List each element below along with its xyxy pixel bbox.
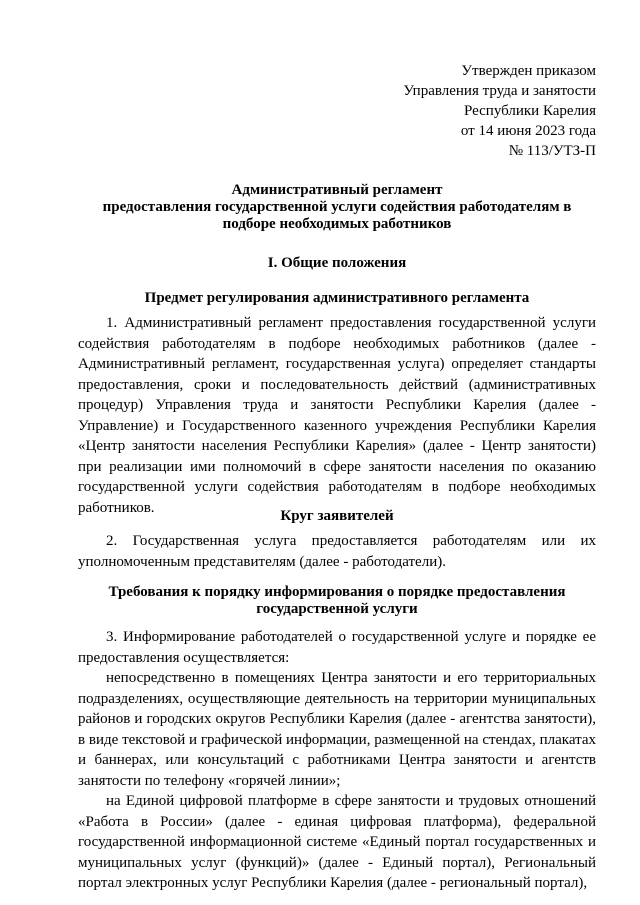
paragraph: на Единой цифровой платформе в сфере занятости и трудовых отношений «Работа в России» (далее - единая цифровая платформа), федеральной государственной информационной системе «Единый портал государственных и муниципальных услуг (функций)» (далее - Единый портал), Региональный портал электронных услуг Республики Карелия (далее - региональный портал), (78, 793, 596, 891)
approval-number: № 113/УТЗ-П (508, 143, 596, 159)
paragraph: непосредственно в помещениях Центра занятости и его территориальных подразделениях, осуществляющие деятельность на территории муниципальных районов и городских округов Республики Карелия (далее - агентства занятости), в виде текстовой и графической информации, размещенной на стендах, плакатах и баннерах, или консультаций с работниками Центра занятости и агентств занятости по телефону «горячей линии»; (78, 670, 596, 789)
approval-date: от 14 июня 2023 года (460, 123, 596, 139)
subsection-heading (78, 584, 596, 618)
paragraph: 3. Информирование работодателей о государственной услуге и порядке ее предоставления осуществляется: (78, 629, 596, 666)
approval-line: Утвержден приказом (461, 63, 596, 79)
approval-line: Управления труда и занятости (403, 83, 596, 99)
paragraph: 2. Государственная услуга предоставляется работодателям или их уполномоченным представителям (далее - работодатели). (78, 533, 596, 570)
title-line: Административный регламент (231, 182, 443, 198)
title-line: предоставления государственной услуги содействия работодателям в (102, 199, 572, 215)
subsection-heading: Предмет регулирования административного регламента (144, 290, 530, 306)
section-heading: I. Общие положения (267, 255, 407, 271)
heading-line: государственной услуги (256, 601, 418, 617)
approval-stamp (403, 61, 596, 161)
approval-line: Республики Карелия (463, 103, 596, 119)
heading-line: Требования к порядку информирования о порядке предоставления (108, 584, 566, 600)
paragraph: 1. Административный регламент предоставления государственной услуги содействия работодателям в подборе необходимых работников (далее - Административный регламент, государственная услуга) определяет стандарты предоставления, сроки и последовательность действий (административных процедур) Управления труда и занятости Республики Карелия (далее - Управление) и Государственного казенного учреждения Республики Карелия «Центр занятости населения Республики Карелия» (далее - Центр занятости) при реализации ими полномочий в сфере занятости населения по оказанию государственной услуги содействия работодателям в подборе необходимых работников. (78, 315, 596, 516)
subsection-heading: Круг заявителей (280, 508, 394, 524)
title-line: подборе необходимых работников (222, 216, 452, 232)
document-title (78, 182, 596, 233)
